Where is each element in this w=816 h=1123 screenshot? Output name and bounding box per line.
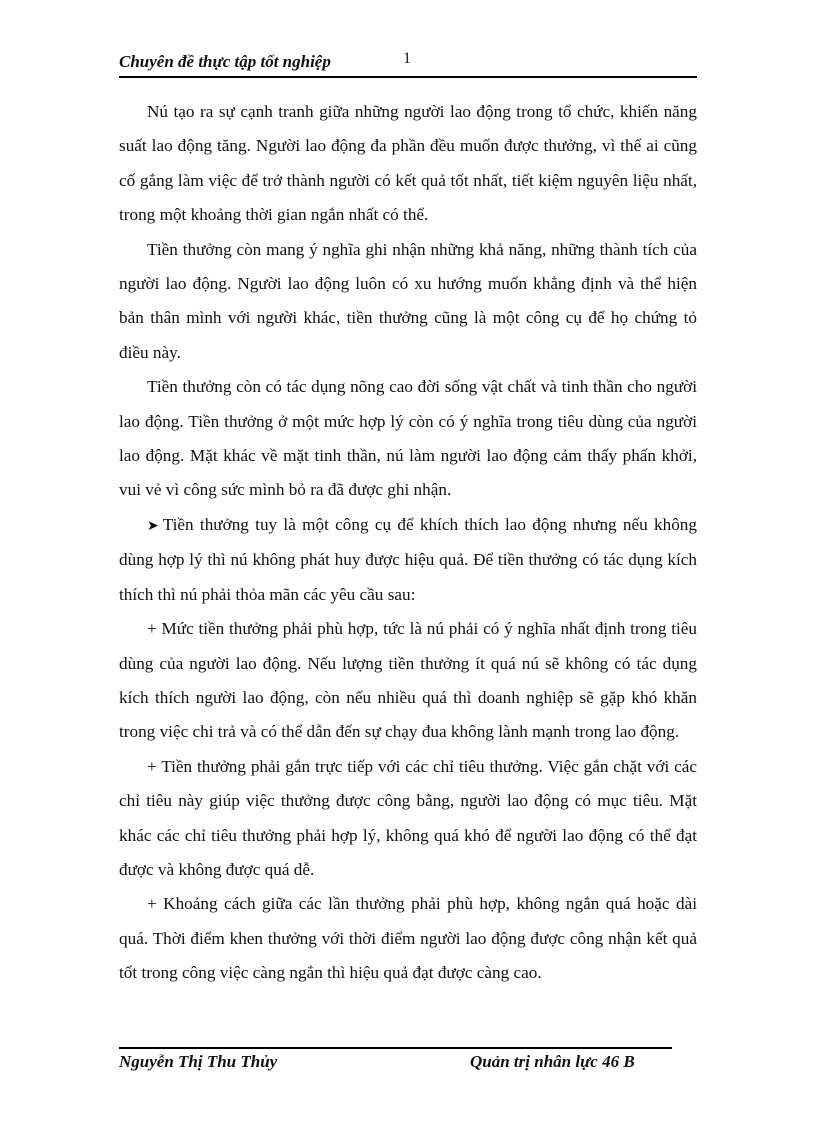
body-text [119,95,697,991]
bullet-paragraph [119,508,697,612]
footer-divider [119,1047,672,1049]
paragraph: Tiền thưởng còn mang ý nghĩa ghi nhận những khả năng, những thành tích của người lao động. Người lao động luôn có xu hướng muốn khẳng định và thể hiện bản thân mình với người khác, tiền thưởng cũng là một công cụ để họ chứng tỏ điều này. [119,239,697,362]
paragraph: + Mức tiền thưởng phải phù hợp, tức là nú phải có ý nghĩa nhất định trong tiêu dùng của người lao động. Nếu lượng tiền thưởng ít quá nú sẽ không có tác dụng kích thích người lao động, còn nếu nhiều quá thì doanh nghiệp sẽ gặp khó khăn trong việc chi trả và có thể dẫn đến sự chạy đua không lành mạnh trong lao động. [119,619,697,742]
footer-class: Quản trị nhân lực 46 B [470,1052,635,1071]
page-number: 1 [403,50,411,67]
paragraph: Tiền thưởng còn có tác dụng nõng cao đời sống vật chất và tinh thần cho người lao động. Tiền thưởng ở một mức hợp lý còn có ý nghĩa trong tiêu dùng của người lao động. Mặt khác về mặt tinh thần, nú làm người lao động cảm thấy phấn khởi, vui vẻ vì công sức mình bỏ ra đã được ghi nhận. [119,377,697,500]
footer-author: Nguyễn Thị Thu Thủy [119,1052,278,1071]
bullet-paragraph-text: Tiền thưởng tuy là một công cụ để khích thích lao động nhưng nếu không dùng hợp lý thì nú không phát huy được hiệu quả. Để tiền thưởng có tác dụng kích thích thì nú phải thỏa mãn các yêu cầu sau: [119,514,697,604]
paragraph: + Tiền thưởng phải gắn trực tiếp với các chỉ tiêu thưởng. Việc gắn chặt với các chỉ tiêu này giúp việc thưởng được công bằng, người lao động có mục tiêu. Mặt khác các chỉ tiêu thưởng phải hợp lý, không quá khó để người lao động có thể đạt được và không được quá dễ. [119,756,697,879]
paragraph: Nú tạo ra sự cạnh tranh giữa những người lao động trong tổ chức, khiến năng suất lao động tăng. Người lao động đa phần đều muốn được thưởng, vì thế ai cũng cố gắng làm việc để trở thành người có kết quả tốt nhất, tiết kiệm nguyên liệu nhất, trong một khoảng thời gian ngắn nhất có thể. [119,102,697,225]
paragraph: + Khoảng cách giữa các lần thưởng phải phù hợp, không ngắn quá hoặc dài quá. Thời điểm khen thưởng với thời điểm người lao động được công nhận kết quả tốt trong công việc càng ngắn thì hiệu quả đạt được càng cao. [119,894,697,983]
document-title: Chuyên đề thực tập tốt nghiệp [119,52,331,71]
page-header [119,50,697,78]
arrow-bullet-icon: ➤ [147,517,159,534]
